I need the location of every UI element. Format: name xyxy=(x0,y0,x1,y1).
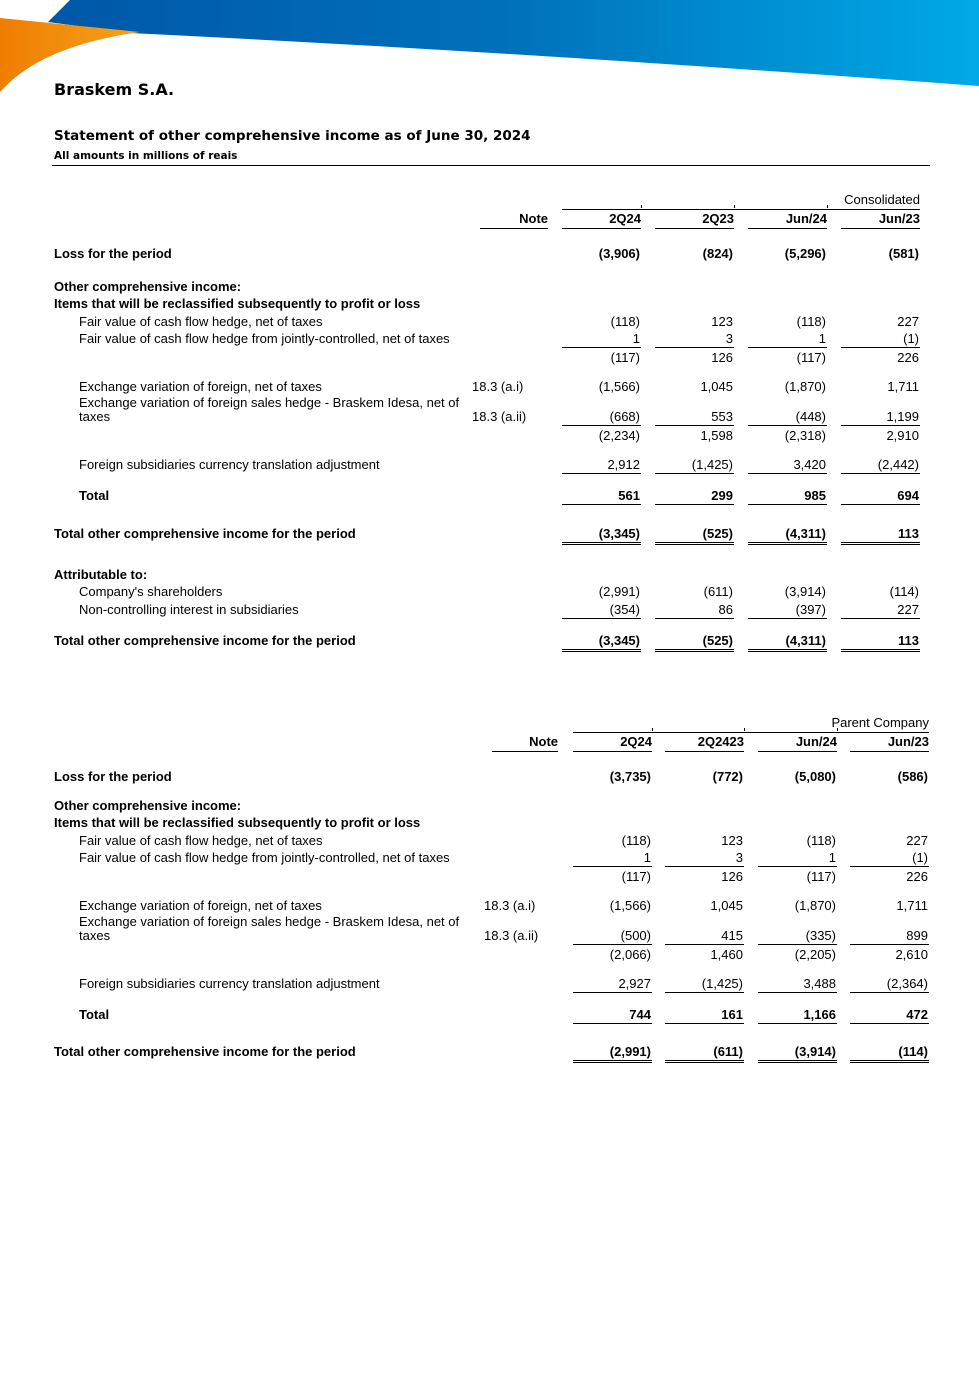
company-name: Braskem S.A. xyxy=(54,80,175,99)
value-cell: (3,914) xyxy=(758,1044,837,1063)
value-cell: (2,364) xyxy=(850,976,929,993)
value-cell: 1,045 xyxy=(700,379,733,394)
value-cell: 1 xyxy=(562,331,641,348)
value-cell: (2,318) xyxy=(784,428,826,443)
value-cell: 2,912 xyxy=(562,457,641,474)
row-label-fvjc: Fair value of cash flow hedge from jointly-controlled, net of taxes xyxy=(79,850,450,865)
value-cell: (2,066) xyxy=(609,947,651,962)
value-cell: (2,991) xyxy=(598,584,640,599)
value-cell: 1 xyxy=(573,850,652,867)
column-tick xyxy=(652,728,653,731)
value-cell: 123 xyxy=(721,833,743,848)
row-label-toci: Total other comprehensive income for the period xyxy=(54,1044,356,1059)
row-label-sh: Company's shareholders xyxy=(79,584,223,599)
value-cell: 415 xyxy=(665,928,744,945)
value-cell: 226 xyxy=(906,869,928,884)
column-tick xyxy=(827,205,828,208)
row-note: 18.3 (a.ii) xyxy=(484,928,539,943)
value-cell: (525) xyxy=(655,633,734,652)
value-cell: 1,460 xyxy=(710,947,743,962)
value-cell: 3,488 xyxy=(758,976,837,993)
value-cell: 1,711 xyxy=(887,379,919,394)
value-cell: 113 xyxy=(841,526,920,545)
value-cell: 744 xyxy=(573,1007,652,1024)
row-label-total: Total xyxy=(79,488,110,503)
value-cell: 3 xyxy=(665,850,744,867)
value-cell: 227 xyxy=(841,602,920,619)
statement-subtitle: All amounts in millions of reais xyxy=(54,150,238,162)
value-cell: 126 xyxy=(721,869,743,884)
value-cell: 227 xyxy=(906,833,928,848)
column-header: 2Q24 xyxy=(562,211,641,229)
column-header: 2Q23 xyxy=(655,211,734,229)
column-header: Jun/24 xyxy=(758,734,837,752)
column-top-rule xyxy=(573,732,929,733)
row-label-items: Items that will be reclassified subsequently to profit or loss xyxy=(54,815,421,830)
row-label-ev: Exchange variation of foreign, net of taxes xyxy=(79,379,322,394)
value-cell: (586) xyxy=(897,769,928,784)
value-cell: (2,234) xyxy=(598,428,640,443)
row-label-oci: Other comprehensive income: xyxy=(54,798,242,813)
row-label-fs: Foreign subsidiaries currency translation adjustment xyxy=(79,457,380,472)
value-cell: 1 xyxy=(748,331,827,348)
row-label-attr: Attributable to: xyxy=(54,567,148,582)
value-cell: (117) xyxy=(610,350,640,365)
column-header: 2Q24 xyxy=(573,734,652,752)
value-cell: 299 xyxy=(655,488,734,505)
value-cell: 1,199 xyxy=(841,409,920,426)
section-label: Parent Company xyxy=(831,715,929,730)
row-note: 18.3 (a.i) xyxy=(484,898,536,913)
value-cell: (525) xyxy=(655,526,734,545)
value-cell: 561 xyxy=(562,488,641,505)
column-header: 2Q2423 xyxy=(665,734,744,752)
value-cell: 2,910 xyxy=(886,428,919,443)
value-cell: 1,045 xyxy=(710,898,743,913)
value-cell: 553 xyxy=(655,409,734,426)
value-cell: (668) xyxy=(562,409,641,426)
value-cell: (1,870) xyxy=(784,379,826,394)
value-cell: 1,598 xyxy=(700,428,733,443)
value-cell: (3,345) xyxy=(562,526,641,545)
row-label-loss: Loss for the period xyxy=(54,769,172,784)
row-label-fvjc: Fair value of cash flow hedge from jointly-controlled, net of taxes xyxy=(79,331,450,346)
section-label: Consolidated xyxy=(844,192,920,207)
value-cell: 123 xyxy=(711,314,733,329)
row-label-nci: Non-controlling interest in subsidiaries xyxy=(79,602,299,617)
row-label-evs1: Exchange variation of foreign sales hedge - Braskem Idesa, net of xyxy=(79,914,460,929)
value-cell: (3,914) xyxy=(784,584,826,599)
column-tick xyxy=(734,205,735,208)
value-cell: (118) xyxy=(796,314,826,329)
value-cell: (335) xyxy=(758,928,837,945)
row-label-evs: taxes xyxy=(79,928,111,943)
value-cell: (117) xyxy=(621,869,651,884)
column-header: Jun/23 xyxy=(850,734,929,752)
value-cell: (114) xyxy=(889,584,919,599)
row-label-toci2: Total other comprehensive income for the period xyxy=(54,633,356,648)
value-cell: 472 xyxy=(850,1007,929,1024)
value-cell: 2,927 xyxy=(573,976,652,993)
note-header: Note xyxy=(480,211,548,229)
value-cell: (118) xyxy=(621,833,651,848)
value-cell: (2,205) xyxy=(794,947,836,962)
row-label-evs1: Exchange variation of foreign sales hedge - Braskem Idesa, net of xyxy=(79,395,460,410)
value-cell: 899 xyxy=(850,928,929,945)
value-cell: (5,080) xyxy=(794,769,836,784)
value-cell: (1,425) xyxy=(655,457,734,474)
value-cell: (611) xyxy=(665,1044,744,1063)
value-cell: 3 xyxy=(655,331,734,348)
value-cell: (118) xyxy=(806,833,836,848)
column-header: Jun/23 xyxy=(841,211,920,229)
column-header: Jun/24 xyxy=(748,211,827,229)
value-cell: (824) xyxy=(702,246,733,261)
value-cell: (5,296) xyxy=(784,246,826,261)
value-cell: (1,566) xyxy=(598,379,640,394)
row-label-fv: Fair value of cash flow hedge, net of taxes xyxy=(79,314,323,329)
value-cell: 1 xyxy=(758,850,837,867)
value-cell: (1,870) xyxy=(794,898,836,913)
value-cell: (397) xyxy=(748,602,827,619)
value-cell: (448) xyxy=(748,409,827,426)
row-label-items: Items that will be reclassified subsequently to profit or loss xyxy=(54,296,421,311)
value-cell: (4,311) xyxy=(748,633,827,652)
statement-title: Statement of other comprehensive income as of June 30, 2024 xyxy=(54,128,531,144)
value-cell: 227 xyxy=(897,314,919,329)
value-cell: (500) xyxy=(573,928,652,945)
row-label-fs: Foreign subsidiaries currency translation adjustment xyxy=(79,976,380,991)
value-cell: 1,166 xyxy=(758,1007,837,1024)
value-cell: (1,425) xyxy=(665,976,744,993)
value-cell: (2,991) xyxy=(573,1044,652,1063)
value-cell: 2,610 xyxy=(895,947,928,962)
value-cell: (1) xyxy=(841,331,920,348)
row-label-fv: Fair value of cash flow hedge, net of taxes xyxy=(79,833,323,848)
value-cell: (2,442) xyxy=(841,457,920,474)
value-cell: 86 xyxy=(655,602,734,619)
column-tick xyxy=(744,728,745,731)
row-label-total: Total xyxy=(79,1007,110,1022)
value-cell: (118) xyxy=(610,314,640,329)
value-cell: (117) xyxy=(806,869,836,884)
value-cell: 3,420 xyxy=(748,457,827,474)
value-cell: (3,735) xyxy=(609,769,651,784)
note-header: Note xyxy=(492,734,558,752)
banner-blue-swoosh xyxy=(48,0,979,86)
row-label-evs: taxes xyxy=(79,409,111,424)
value-cell: 694 xyxy=(841,488,920,505)
value-cell: 113 xyxy=(841,633,920,652)
value-cell: (581) xyxy=(888,246,919,261)
value-cell: (1) xyxy=(850,850,929,867)
value-cell: (3,345) xyxy=(562,633,641,652)
row-label-loss: Loss for the period xyxy=(54,246,172,261)
value-cell: (1,566) xyxy=(609,898,651,913)
value-cell: (4,311) xyxy=(748,526,827,545)
value-cell: (611) xyxy=(703,584,733,599)
value-cell: (354) xyxy=(562,602,641,619)
row-label-toci: Total other comprehensive income for the period xyxy=(54,526,356,541)
row-label-ev: Exchange variation of foreign, net of taxes xyxy=(79,898,322,913)
title-rule xyxy=(52,165,930,166)
row-note: 18.3 (a.i) xyxy=(472,379,524,394)
row-note: 18.3 (a.ii) xyxy=(472,409,527,424)
value-cell: (114) xyxy=(850,1044,929,1063)
value-cell: (772) xyxy=(712,769,743,784)
column-tick xyxy=(641,205,642,208)
value-cell: 161 xyxy=(665,1007,744,1024)
value-cell: (3,906) xyxy=(598,246,640,261)
value-cell: (117) xyxy=(796,350,826,365)
column-top-rule xyxy=(562,209,920,210)
value-cell: 985 xyxy=(748,488,827,505)
value-cell: 226 xyxy=(897,350,919,365)
row-label-oci: Other comprehensive income: xyxy=(54,279,242,294)
value-cell: 1,711 xyxy=(896,898,928,913)
value-cell: 126 xyxy=(711,350,733,365)
column-tick xyxy=(837,728,838,731)
